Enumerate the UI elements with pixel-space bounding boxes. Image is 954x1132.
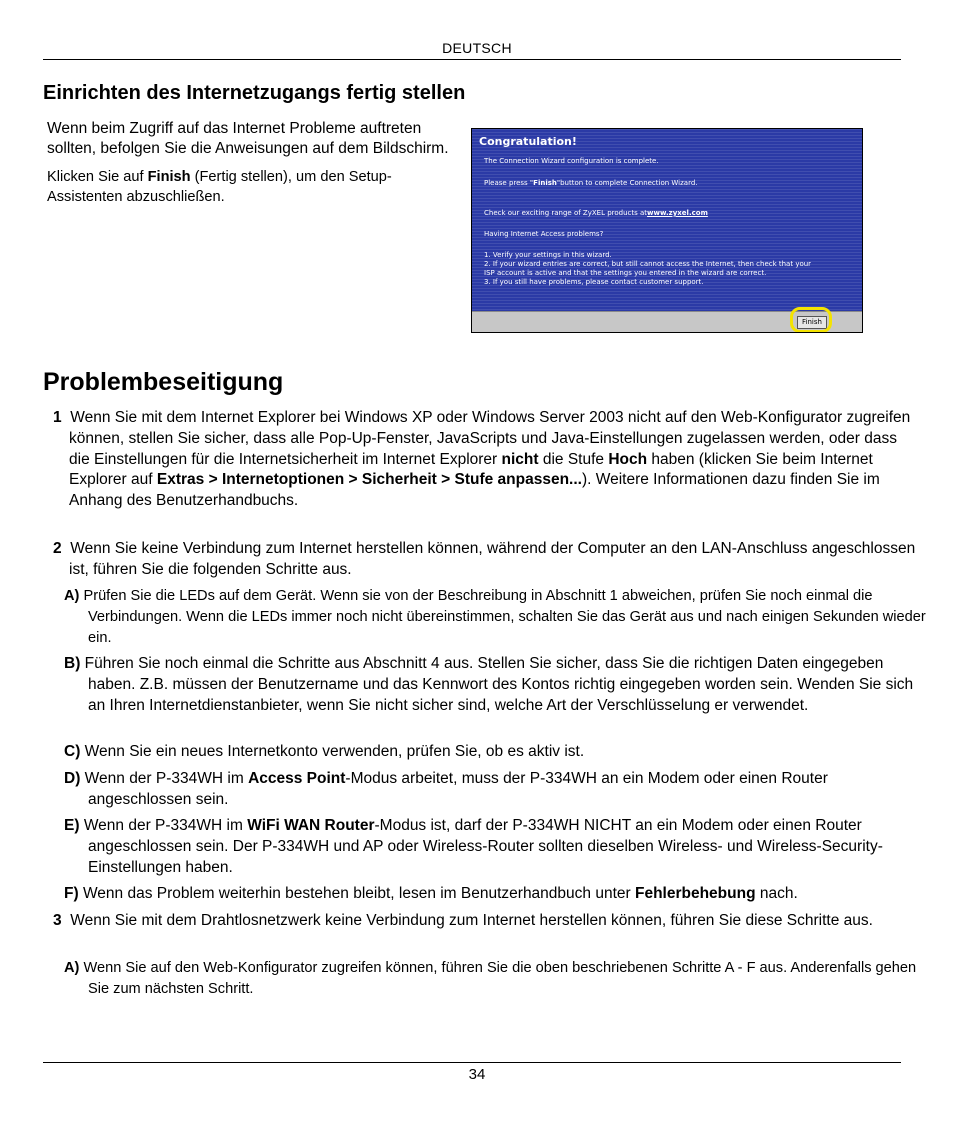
step-f-bold-term: Fehlerbehebung bbox=[634, 885, 756, 902]
troubleshooting-item-2 bbox=[53, 539, 919, 581]
intro-paragraph-1: Wenn beim Zugriff auf das Internet Probleme auftreten sollten, befolgen Sie die Anweisungen auf dem Bildschirm. bbox=[47, 120, 449, 157]
item-3-step-a-letter: A) bbox=[64, 960, 80, 976]
item-2-step-d bbox=[64, 769, 928, 811]
step-e-text: Wenn der P-334WH im bbox=[83, 817, 248, 834]
wizard-line-step2: 2. If your wizard entries are correct, but still cannot access the Internet, then check that your bbox=[484, 260, 812, 268]
troubleshooting-title: Problembeseitigung bbox=[43, 368, 284, 396]
troubleshooting-item-3 bbox=[53, 911, 919, 932]
wizard-screenshot bbox=[471, 128, 863, 333]
page-number: 34 bbox=[468, 1066, 486, 1083]
wizard-footer-bar bbox=[472, 311, 862, 332]
step-f-text: Wenn das Problem weiterhin bestehen bleibt, lesen im Benutzerhandbuch unter bbox=[82, 885, 635, 902]
footer-divider bbox=[43, 1062, 901, 1063]
step-d-text: Wenn der P-334WH im bbox=[84, 770, 249, 787]
item-1-bold-menu-path: Extras > Internetoptionen > Sicherheit > Stufe anpassen... bbox=[156, 471, 582, 489]
intro-p2-text: Klicken Sie auf bbox=[47, 169, 148, 185]
item-1-text-4: ). Weitere Informationen dazu finden Sie im Anhang des Benutzerhandbuchs. bbox=[69, 471, 880, 510]
item-2-step-e bbox=[64, 816, 928, 878]
wizard-zyxel-link[interactable]: www.zyxel.com bbox=[647, 209, 708, 217]
step-a-letter: A) bbox=[64, 588, 80, 604]
step-a-text: Prüfen Sie die LEDs auf dem Gerät. Wenn sie von der Beschreibung in Abschnitt 1 abweichen, prüfen Sie noch einmal die Verbindungen. Wenn die LEDs immer noch nicht übereinstimmen, schalten Sie das Gerät aus und nach einigen Sekunden wieder ein. bbox=[83, 588, 926, 646]
wizard-line3-pre: Check our exciting range of ZyXEL products at bbox=[484, 209, 648, 217]
wizard-line-problems: Having Internet Access problems? bbox=[484, 230, 604, 238]
item-1-text-2: die Stufe bbox=[538, 450, 609, 468]
wizard-line-complete: The Connection Wizard configuration is complete. bbox=[484, 157, 659, 165]
step-b-text: Führen Sie noch einmal die Schritte aus Abschnitt 4 aus. Stellen Sie sicher, dass Sie die richtigen Daten eingegeben haben. Z.B. müssen der Benutzername und das Kennwort des Kontos richtig eingegeben worden sein. Wenden Sie sich an Ihren Internetdienstanbieter, wenn Sie nicht sicher sind, welche Art der Verschlüsselung er verwendet. bbox=[84, 655, 914, 714]
wizard-line2-bold: Finish bbox=[533, 179, 557, 187]
step-b-letter: B) bbox=[64, 655, 81, 672]
troubleshooting-item-1 bbox=[53, 408, 919, 512]
finish-highlight-circle bbox=[790, 307, 832, 333]
item-1-text: Wenn Sie mit dem Internet Explorer bei Windows XP oder Windows Server 2003 nicht auf den Web-Konfigurator zugreifen können, stellen Sie sicher, dass alle Pop-Up-Fenster, JavaScripts und Java-Einstellungen zugelassen werden, oder dass die Einstellungen für die Internetsicherheit im Internet Explorer bbox=[69, 409, 911, 468]
wizard-line-step2-cont: ISP account is active and that the settings you entered in the wizard are correct. bbox=[484, 269, 767, 277]
step-d-letter: D) bbox=[64, 770, 81, 787]
section-title: Einrichten des Internetzugangs fertig stellen bbox=[43, 82, 466, 104]
wizard-line2-post: "button to complete Connection Wizard. bbox=[556, 179, 698, 187]
item-2-step-c bbox=[64, 742, 928, 763]
item-1-number: 1 bbox=[53, 409, 62, 426]
step-d-bold-mode: Access Point bbox=[248, 770, 346, 787]
intro-text bbox=[47, 119, 457, 215]
item-3-step-a-text: Wenn Sie auf den Web-Konfigurator zugreifen können, führen Sie die oben beschriebenen Schritte A - F aus. Anderenfalls gehen Sie zum nächsten Schritt. bbox=[83, 960, 917, 997]
step-d-text-2: -Modus arbeitet, muss der P-334WH an ein Modem oder einen Router angeschlossen sein. bbox=[88, 770, 828, 808]
step-f-letter: F) bbox=[64, 885, 79, 902]
item-3-text: Wenn Sie mit dem Drahtlosnetzwerk keine Verbindung zum Internet herstellen können, führen Sie diese Schritte aus. bbox=[70, 912, 873, 929]
wizard-line-step1: 1. Verify your settings in this wizard. bbox=[484, 251, 612, 259]
wizard-line-press-finish bbox=[484, 179, 698, 188]
step-e-text-2: -Modus ist, darf der P-334WH NICHT an ein Modem oder einen Router angeschlossen sein. Der P-334WH und AP oder Wireless-Router sollten dieselben Wireless- und Wireless-Security-Einstellungen haben. bbox=[88, 817, 883, 876]
wizard-line2-pre: Please press " bbox=[484, 179, 534, 187]
item-2-number: 2 bbox=[53, 540, 62, 557]
item-1-bold-hoch: Hoch bbox=[608, 450, 648, 468]
step-c-text: Wenn Sie ein neues Internetkonto verwenden, prüfen Sie, ob es aktiv ist. bbox=[84, 743, 585, 760]
header-divider bbox=[43, 59, 901, 60]
step-c-letter: C) bbox=[64, 743, 81, 760]
step-e-bold-mode: WiFi WAN Router bbox=[247, 817, 375, 834]
wizard-title: Congratulation! bbox=[479, 135, 577, 148]
item-1-bold-nicht: nicht bbox=[501, 450, 539, 468]
item-2-step-b bbox=[64, 654, 928, 716]
item-1-text-3: haben (klicken Sie beim Internet Explorer auf bbox=[69, 450, 873, 489]
step-f-text-2: nach. bbox=[755, 885, 798, 902]
wizard-line-step3: 3. If you still have problems, please contact customer support. bbox=[484, 278, 704, 286]
item-3-number: 3 bbox=[53, 912, 62, 929]
intro-p2-text-end: (Fertig stellen), um den Setup-Assistenten abzuschließen. bbox=[47, 169, 392, 205]
item-2-step-a bbox=[64, 586, 928, 648]
item-2-step-f bbox=[64, 884, 928, 905]
item-3-step-a bbox=[64, 958, 928, 1000]
intro-paragraph-2 bbox=[47, 167, 457, 207]
wizard-finish-button[interactable]: Finish bbox=[797, 316, 827, 329]
intro-p2-finish-term: Finish bbox=[147, 169, 191, 185]
wizard-line-products bbox=[484, 209, 708, 218]
step-e-letter: E) bbox=[64, 817, 80, 834]
item-2-text: Wenn Sie keine Verbindung zum Internet herstellen können, während der Computer an den LAN-Anschluss angeschlossen ist, führen Sie die folgenden Schritte aus. bbox=[69, 540, 916, 578]
header-language-label: DEUTSCH bbox=[442, 40, 512, 56]
